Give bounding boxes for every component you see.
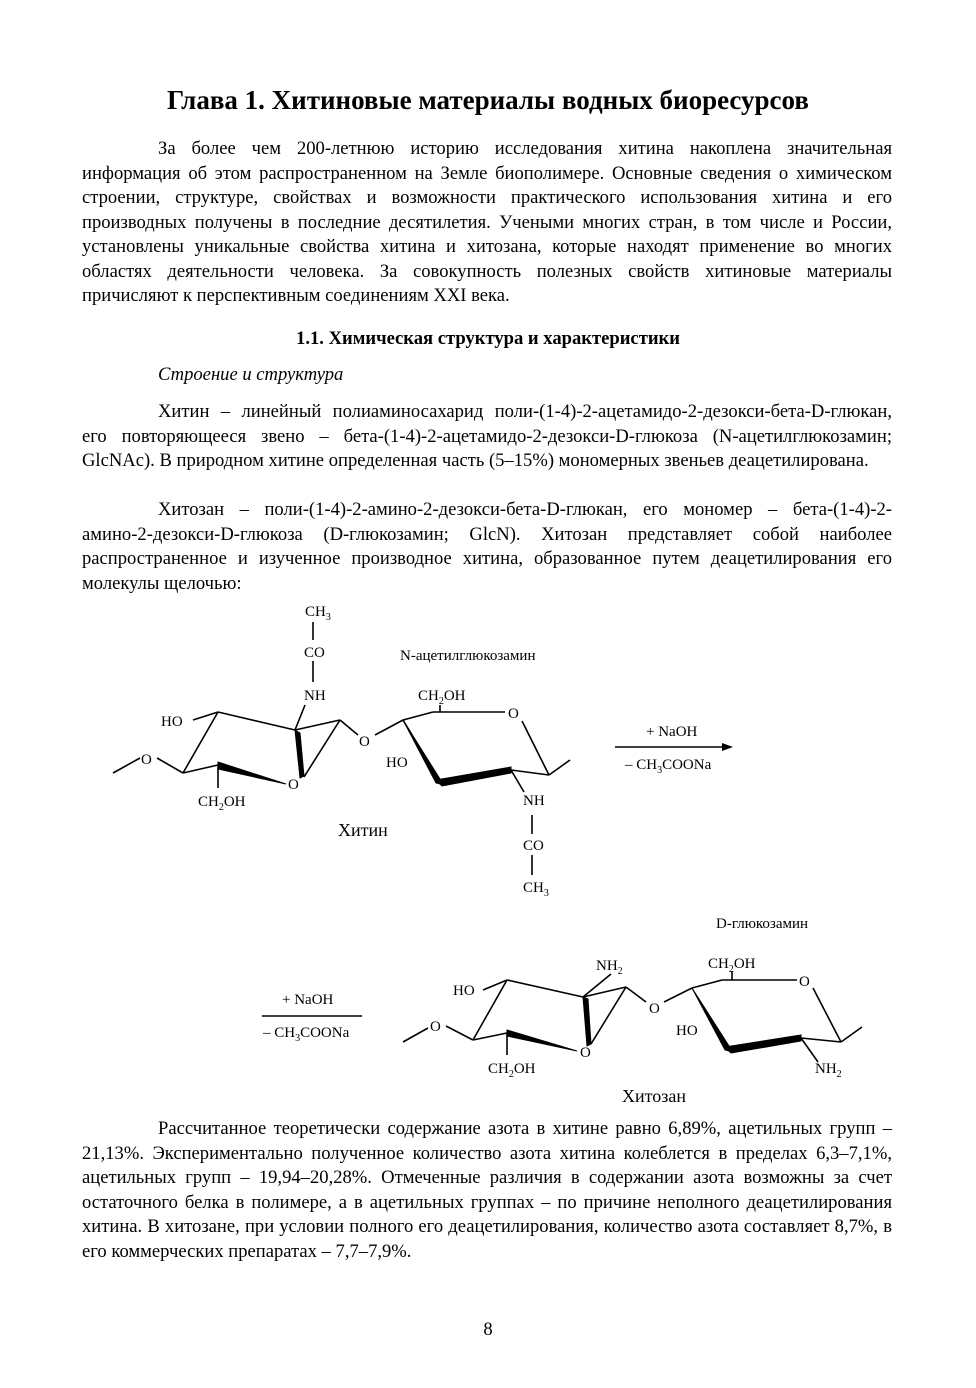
chitin-o-left: O (141, 752, 152, 768)
chitosan-ho-right: HO (676, 1023, 698, 1039)
chitin-labels (141, 604, 549, 899)
chitin-monomer-label: N-ацетилглюкозамин (400, 648, 536, 664)
section-subtitle: Строение и структура (158, 364, 344, 385)
reagent-minus-1: – $CH_3COONa$ (625, 757, 712, 776)
chitosan-ho-left: HO (453, 983, 475, 999)
chitin-ho-right: HO (386, 755, 408, 771)
chitosan-ring2-o: O (799, 974, 810, 990)
chitin-co-top: CO (304, 645, 325, 661)
reagent-plus-1: + NaOH (646, 724, 698, 740)
reaction-arrow-2 (262, 992, 362, 1044)
chitin-ho-left: HO (161, 714, 183, 730)
reaction-arrow-1 (615, 724, 733, 776)
chitosan-monomer-label: D-глюкозамин (716, 916, 809, 932)
chitin-nh-bottom: NH (523, 793, 545, 809)
chitosan-paragraph: Хитозан – поли-(1-4)-2-амино-2-дезокси-бета-D-глюкан, его мономер – бета-(1-4)-2-амино-2-дезокси-D-глюкоза (D-глюкозамин; GlcN). Хитозан представляет собой наиболее распространенное и изученное производное хитина, образованное путем деацетилирования его молекулы щелочью: (82, 499, 892, 594)
intro-paragraph: За более чем 200-летнюю историю исследования хитина накоплена значительная информация об этом распространенном на Земле биополимере. Основные сведения о химическом строении, структуре, свойствах и возможности практического использования хитина и его производных получены в последние десятилетия. Учеными многих стран, в том числе и России, установлены уникальные свойства хитина и хитозана, которые находят применение во многих областях деятельности человека. За совокупность полезных свойств хитиновые материалы причисляют к перспективным соединениям XXI века. (82, 138, 892, 306)
reagent-minus-2: – $CH_3COONa$ (263, 1025, 350, 1044)
chitin-co-bottom: CO (523, 838, 544, 854)
chitosan-nh2-top: $NH_2$ (596, 958, 623, 977)
section-title: 1.1. Химическая структура и характеристики (296, 328, 680, 349)
chitin-paragraph: Хитин – линейный полиаминосахарид поли-(1-4)-2-ацетамидо-2-дезокси-бета-D-глюкан, его повторяющееся звено – бета-(1-4)-2-ацетамидо-2-дезокси-D-глюкоза (N-ацетилглюкозамин; GlcNAc). В природном хитине определенная часть (5–15%) мономерных звеньев деацетилирована. (82, 401, 892, 471)
chitin-ring2-o: O (508, 706, 519, 722)
chitosan-nh2-bottom: $NH_2$ (815, 1061, 842, 1080)
nitrogen-paragraph: Рассчитанное теоретически содержание азота в хитине равно 6,89%, ацетильных групп – 21,13%. Экспериментально полученное количество азота хитина колеблется в пределах 6,3–7,1%, ацетильных групп – 19,94–20,28%. Отмеченные различия в содержании азота возможны за счет остаточного белка в полимере, а в ацетильных группах – по причине неполного деацетилирования хитина. В хитозане, при условии полного его деацетилирования, количество азота составляет 8,7%, в его коммерческих препаратах – 7,7–7,9%. (82, 1118, 892, 1262)
chitosan-bridge-o: O (649, 1001, 660, 1017)
chitosan-o-left: O (430, 1019, 441, 1035)
chitosan-labels (430, 916, 842, 1106)
arrow-head-icon (722, 743, 733, 751)
chitin-ring1-o: O (288, 777, 299, 793)
chitin-ch2oh-right: $CH_2OH$ (418, 688, 466, 707)
chitin-ch2oh-left: $CH_2OH$ (198, 794, 246, 813)
page-number: 8 (483, 1319, 493, 1340)
deacetylation-reaction-scheme (0, 590, 976, 1110)
chitin-name: Хитин (338, 820, 388, 840)
chitin-ch3-top: $CH_3$ (305, 604, 331, 623)
chitosan-ch2oh-left: $CH_2OH$ (488, 1061, 536, 1080)
chitosan-name: Хитозан (622, 1086, 686, 1106)
chapter-title: Глава 1. Хитиновые материалы водных биоресурсов (167, 85, 809, 115)
chitosan-ch2oh-right: $CH_2OH$ (708, 956, 756, 975)
chitosan-ring1-o: O (580, 1045, 591, 1061)
reagent-plus-2: + NaOH (282, 992, 334, 1008)
chitin-ch3-bottom: $CH_3$ (523, 880, 549, 899)
chitin-bridge-o: O (359, 734, 370, 750)
chitin-nh-top: NH (304, 688, 326, 704)
